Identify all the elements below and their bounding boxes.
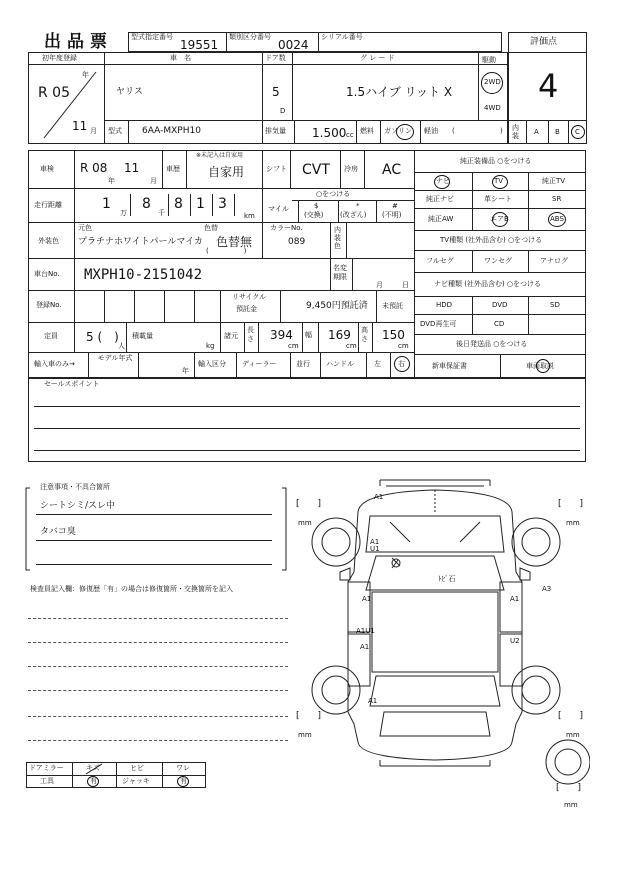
import-type-label: 輸入区分 <box>198 360 226 368</box>
color-change-value: 色替無 <box>216 235 253 249</box>
interior-label: 内装 <box>512 124 519 140</box>
reg-no-label: 登録No. <box>36 301 62 309</box>
mark-front: A1 <box>374 493 384 501</box>
equip-leather: 革シート <box>484 195 512 203</box>
parallel-label: 並行 <box>296 360 310 368</box>
interior-c-circle <box>571 125 585 139</box>
name-change-day: 日 <box>402 281 409 289</box>
grade-value: 1.5ハイブ リット X <box>346 85 453 99</box>
history-value: 自家用 <box>208 165 245 179</box>
mirror-scratch: キズ <box>86 764 100 772</box>
mirror-label: ドアミラー <box>29 764 64 772</box>
serial-label: シリアル番号 <box>321 33 363 41</box>
mark-right-fender: A3 <box>542 585 552 593</box>
chassis-value: MXPH10-2151042 <box>84 267 203 283</box>
drive-label: 駆動 <box>482 56 496 64</box>
history-label: 車歴 <box>166 165 180 173</box>
width-label: 幅 <box>305 331 312 339</box>
recycle-label-1: リサイクル <box>232 293 267 301</box>
chassis-label: 車台No. <box>34 270 60 278</box>
first-reg-month-unit: 月 <box>90 127 97 135</box>
equip-genuine-aw: 純正AW <box>428 215 454 223</box>
mark-rear-left: A1 <box>368 697 378 705</box>
fuel-oil-label: 軽油 <box>424 127 438 135</box>
drive-4wd: 4WD <box>484 104 501 112</box>
shaken-month-unit: 月 <box>150 177 157 185</box>
model-year-unit: 年 <box>182 367 189 375</box>
later-warranty: 新車保証書 <box>432 362 467 370</box>
car-name-label: 車 名 <box>170 54 191 62</box>
mileage-digit-3: 8 <box>174 196 183 212</box>
tire-spare-unit: mm <box>564 801 578 809</box>
tire-rl-unit: mm <box>298 731 312 739</box>
cd: CD <box>494 320 505 328</box>
height-unit: cm <box>398 342 409 350</box>
dimensions-label: 諸元 <box>224 332 238 340</box>
man-unit: 万 <box>120 209 127 217</box>
navi-dvd: DVD <box>492 301 508 309</box>
tire-spare-bracket: [ ] <box>556 783 582 793</box>
navi-hdd: HDD <box>436 301 453 309</box>
model-label: 型式 <box>108 127 122 135</box>
color-no-label: カラーNo. <box>270 224 303 232</box>
mark-left-rear-door-1: A1U1 <box>356 627 375 635</box>
km-unit: km <box>244 212 255 220</box>
note-2: タバコ臭 <box>40 527 76 537</box>
tire-fl-unit: mm <box>298 519 312 527</box>
door-count: 5 <box>272 85 280 99</box>
tool-circle <box>87 776 99 787</box>
unknown-label: (不明) <box>382 211 402 219</box>
history-note: ※未記入は自家用 <box>196 152 244 159</box>
category-no: 0024 <box>278 38 309 52</box>
first-reg-year-unit: 年 <box>82 71 89 79</box>
orig-color-label: 元色 <box>78 224 92 232</box>
color-label: 外装色 <box>38 237 59 245</box>
equip-sr: SR <box>552 195 562 203</box>
load-unit: kg <box>206 342 215 350</box>
recycle-label-2: 預託金 <box>236 305 257 313</box>
tool-label: 工具 <box>40 777 54 785</box>
shaken-label: 車検 <box>40 165 54 173</box>
length-label: 長さ <box>247 326 254 343</box>
navi-sd: SD <box>550 301 560 309</box>
tire-fr-unit: mm <box>566 519 580 527</box>
interior-a: A <box>534 128 539 136</box>
interior-c: C <box>575 128 580 136</box>
shaken-month: 11 <box>124 161 140 175</box>
equip-abs-circle <box>548 212 566 227</box>
equip-tv-circle <box>492 175 508 189</box>
width-unit: cm <box>346 342 357 350</box>
sales-point-label: セールスポイント <box>44 380 100 388</box>
mileage-label: 走行距離 <box>34 201 62 209</box>
mark-hood-u1: U1 <box>370 545 380 553</box>
capacity-value: 5 ( ) <box>86 330 119 344</box>
interior-b: B <box>555 128 560 136</box>
unknown-symbol: # <box>392 202 398 210</box>
dvd-play: DVD再生可 <box>420 320 457 328</box>
tire-rl-bracket: [ ] <box>296 711 322 721</box>
exchange-label: (交換) <box>304 211 324 219</box>
mark-hood-a1: A1 <box>370 538 380 546</box>
recycle-unpaid: 未預託 <box>382 302 403 310</box>
equip-header: 純正装備品 ○をつける <box>460 157 532 165</box>
jack-value: 有 <box>180 777 187 785</box>
first-reg-label: 初年度登録 <box>42 54 77 62</box>
length-value: 394 <box>270 328 293 342</box>
fuel-value: ガソリン <box>384 127 412 135</box>
mirror-scratch-mark <box>84 762 104 776</box>
score-label: 評価点 <box>530 37 558 47</box>
tv-fullseg: フルセグ <box>426 257 454 265</box>
dealer-label: ディーラー <box>242 360 277 368</box>
recycle-amount: 9,450円預託済 <box>306 301 368 311</box>
mark-left-front-door: A1 <box>362 595 372 603</box>
mark-left-rear-door-2: A1 <box>360 643 370 651</box>
door-label: ドア数 <box>265 54 286 62</box>
equip-navi: ナビ <box>436 177 450 185</box>
mirror-break: ワレ <box>176 764 190 772</box>
tv-analog: アナログ <box>540 257 568 265</box>
height-value: 150 <box>382 328 405 342</box>
name-change-label: 名変期限 <box>333 264 347 281</box>
tv-oneseg: ワンセグ <box>484 257 512 265</box>
car-name: ヤリス <box>116 87 143 97</box>
tire-fr-bracket: [ ] <box>558 499 584 509</box>
certification-no: 19551 <box>180 38 219 52</box>
drive-2wd: 2WD <box>484 78 501 86</box>
equip-navi-circle <box>434 175 450 189</box>
equip-airbag: エアB <box>490 215 509 223</box>
length-unit: cm <box>288 342 299 350</box>
shaken-era: R 08 <box>80 161 108 175</box>
door-type: D <box>280 107 286 115</box>
score-value: 4 <box>538 67 559 105</box>
fuel-circle <box>396 124 414 140</box>
later-manual-circle <box>536 359 550 373</box>
note-1: シートシミ/スレ中 <box>40 501 116 511</box>
notes-label: 注意事項・不具合箇所 <box>40 483 110 491</box>
equip-tv: TV <box>494 177 504 185</box>
handle-left: 左 <box>374 360 381 368</box>
capacity-label: 定員 <box>44 332 58 340</box>
fuel-label: 燃料 <box>360 127 374 135</box>
jack-circle <box>177 776 189 787</box>
tamper-label: (改ざん) <box>340 211 367 219</box>
model-value: 6AA-MXPH10 <box>142 126 201 136</box>
certification-label: 型式指定番号 <box>131 33 173 41</box>
tv-header: TV種類 (社外品含む) ○をつける <box>440 236 543 244</box>
handle-label: ハンドル <box>326 360 354 368</box>
capacity-unit: 人 <box>118 342 125 350</box>
first-reg-month: 11 <box>72 119 88 133</box>
page-title: 出品票 <box>44 32 113 52</box>
ac-value: AC <box>382 162 402 178</box>
height-label: 高さ <box>361 326 368 343</box>
tire-fl-bracket: [ ] <box>296 499 322 509</box>
load-label: 積載量 <box>132 332 153 340</box>
displacement-label: 排気量 <box>265 127 286 135</box>
inspector-label: 検査員記入欄：修復歴「有」の場合は修復箇所・交換箇所を記入 <box>30 585 233 593</box>
sen-unit: 千 <box>158 209 165 217</box>
equip-abs: ABS <box>550 215 564 223</box>
tool-value: 有 <box>90 777 97 785</box>
grade-label: グ レ ー ド <box>360 54 395 62</box>
tire-rr-unit: mm <box>566 731 580 739</box>
handle-right-circle <box>394 356 410 372</box>
shift-value: CVT <box>302 162 330 178</box>
equip-genuine-navi: 純正ナビ <box>426 195 454 203</box>
name-change-month: 月 <box>376 281 383 289</box>
mileage-digit-1: 1 <box>102 196 111 212</box>
model-year-label: モデル年式 <box>97 354 133 362</box>
mileage-digit-5: 3 <box>218 196 227 212</box>
ac-label: 冷房 <box>344 165 358 173</box>
car-damage-diagram <box>290 472 590 802</box>
orig-color-value: プラチナホワイトパールマイカ <box>78 237 203 247</box>
tire-rr-bracket: [ ] <box>558 711 584 721</box>
width-value: 169 <box>328 328 351 342</box>
shaken-year-unit: 年 <box>108 177 115 185</box>
displacement-value: 1.500 <box>312 126 347 140</box>
category-label: 類別区分番号 <box>229 33 271 41</box>
color-no-value: 089 <box>288 237 306 247</box>
equip-airbag-circle <box>492 212 508 227</box>
inner-color-label: 内装色 <box>334 226 341 250</box>
jack-label: ジャッキ <box>122 777 150 785</box>
exchange-symbol: $ <box>314 202 319 210</box>
mile-label: マイル <box>268 205 289 213</box>
equip-genuine-tv: 純正TV <box>542 177 566 185</box>
mark-roof: ﾄﾋﾞ石 <box>438 575 456 583</box>
handle-right: 右 <box>398 360 405 368</box>
displacement-unit: cc <box>346 131 354 139</box>
mirror-crack: ヒビ <box>130 764 144 772</box>
shift-label: シフト <box>266 165 287 173</box>
color-paren: ( ) <box>206 247 247 255</box>
tamper-symbol: * <box>356 202 360 210</box>
mile-note: ○をつける <box>316 190 351 198</box>
color-change-label: 色替 <box>204 224 218 232</box>
later-header: 後日発送品 ○をつける <box>456 340 528 348</box>
first-reg-era: R 05 <box>38 85 70 101</box>
later-manual: 車両取説 <box>526 362 554 370</box>
mark-right-rear-door: U2 <box>510 637 520 645</box>
mileage-digit-2: 8 <box>142 196 151 212</box>
mark-right-front-door: A1 <box>510 595 520 603</box>
import-label: 輸入車のみ→ <box>34 360 75 368</box>
navi-header: ナビ種類 (社外品含む) ○をつける <box>434 280 542 288</box>
mileage-digit-4: 1 <box>196 196 205 212</box>
